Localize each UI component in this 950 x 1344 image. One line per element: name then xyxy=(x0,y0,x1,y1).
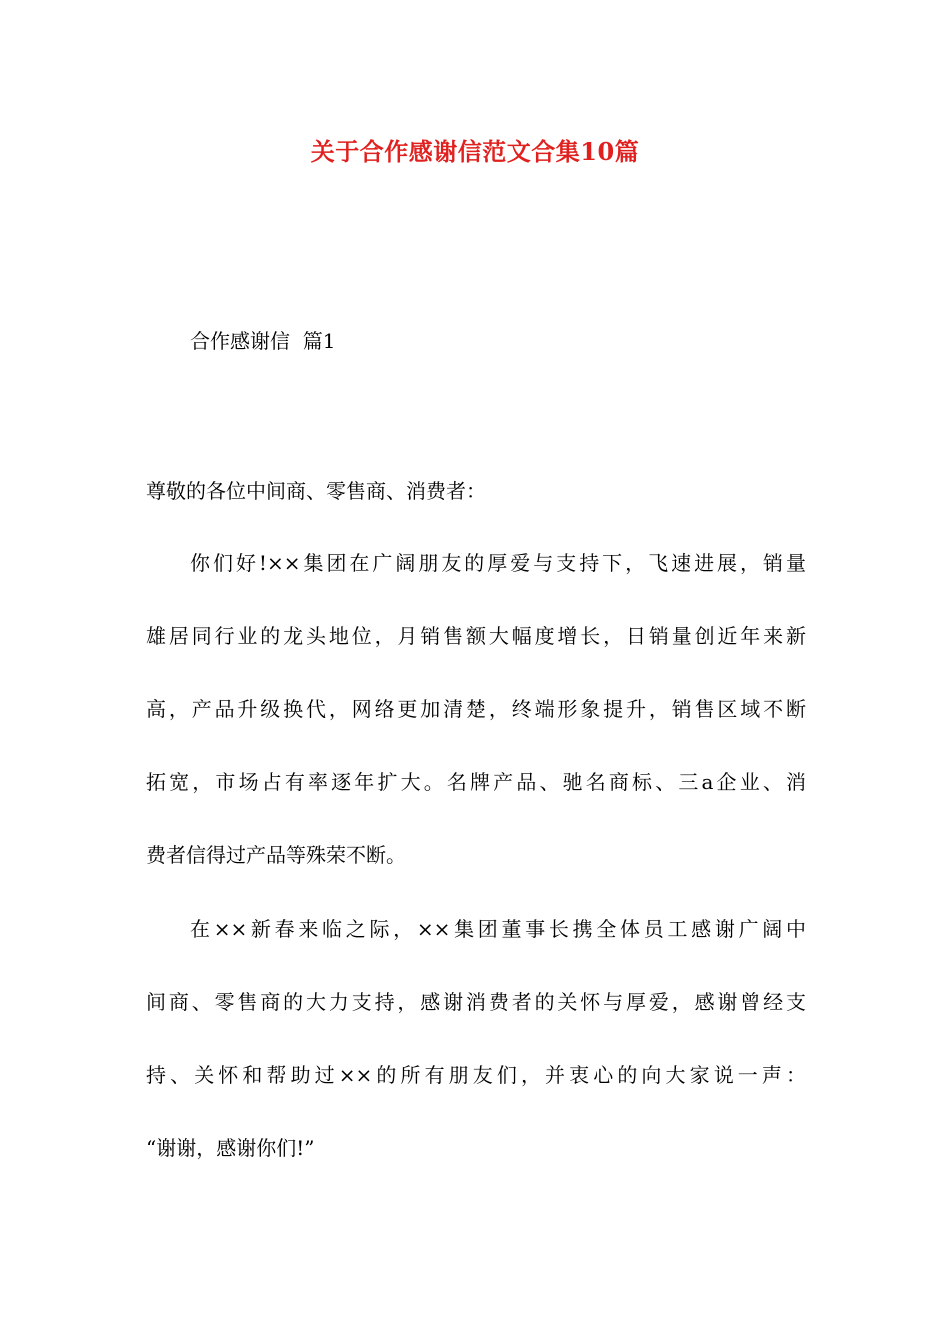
paragraph-1-line: 拓宽，市场占有率逐年扩大。名牌产品、驰名商标、三a企业、消 xyxy=(146,770,806,794)
paragraph-1 xyxy=(146,527,806,892)
paragraph-2-line: 持、关怀和帮助过××的所有朋友们，并衷心的向大家说一声： xyxy=(146,1063,806,1087)
section-heading: 合作感谢信 篇1 xyxy=(190,329,336,353)
paragraph-1-line: 你们好!××集团在广阔朋友的厚爱与支持下，飞速进展，销量 xyxy=(190,551,806,575)
salutation: 尊敬的各位中间商、零售商、消费者： xyxy=(146,479,486,503)
paragraph-2 xyxy=(146,893,806,1185)
paragraph-2-line: 在××新春来临之际，××集团董事长携全体员工感谢广阔中 xyxy=(190,917,806,941)
paragraph-2-line: 间商、零售商的大力支持，感谢消费者的关怀与厚爱，感谢曾经支 xyxy=(146,990,806,1014)
paragraph-1-line: 高，产品升级换代，网络更加清楚，终端形象提升，销售区域不断 xyxy=(146,697,806,721)
paragraph-2-line: “谢谢，感谢你们!” xyxy=(146,1136,315,1160)
document-title: 关于合作感谢信范文合集10篇 xyxy=(310,137,640,166)
paragraph-1-line: 费者信得过产品等殊荣不断。 xyxy=(146,843,406,867)
paragraph-1-line: 雄居同行业的龙头地位，月销售额大幅度增长，日销量创近年来新 xyxy=(146,624,806,648)
